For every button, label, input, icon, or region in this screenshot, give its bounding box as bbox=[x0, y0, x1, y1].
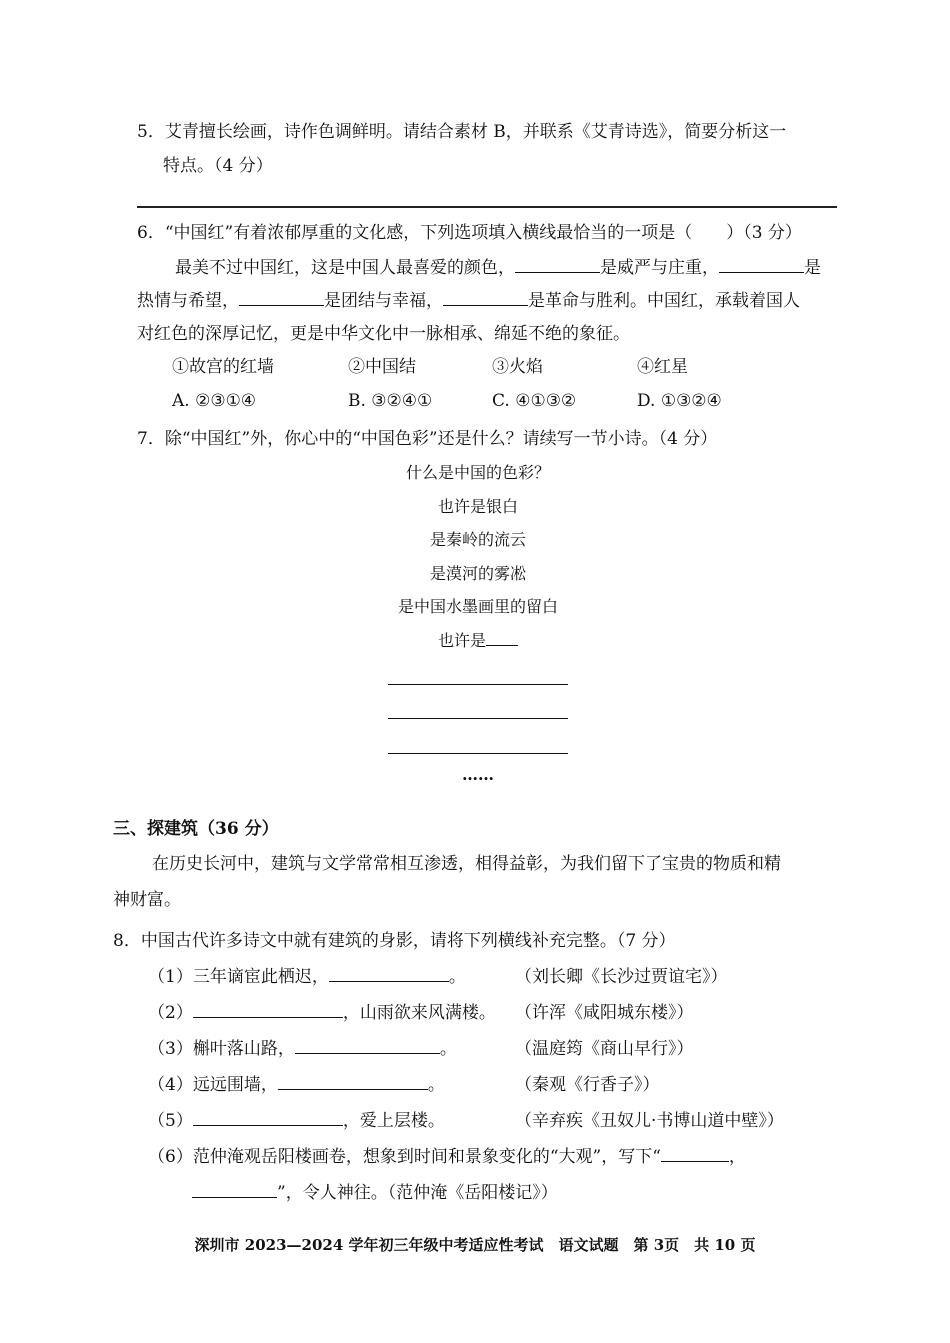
q6-passage-1 bbox=[175, 256, 821, 280]
q6-passage-3: 对红色的深厚记忆，更是中华文化中一脉相承、绵延不绝的象征。 bbox=[137, 324, 630, 344]
text: 。 bbox=[439, 1039, 457, 1059]
q6-item-4: ④红星 bbox=[637, 357, 688, 377]
answer-line[interactable] bbox=[388, 753, 568, 754]
blank bbox=[443, 289, 528, 306]
poem-line: 什么是中国的色彩？ bbox=[405, 463, 550, 482]
blank[interactable] bbox=[329, 965, 449, 982]
text: 。 bbox=[448, 967, 466, 987]
q8-item-5 bbox=[148, 1109, 445, 1133]
text: 是团结与幸福， bbox=[324, 291, 443, 311]
q6-choice-a[interactable]: A. ②③①④ bbox=[172, 391, 257, 411]
answer-line-q5[interactable] bbox=[137, 206, 837, 208]
num: （4） bbox=[148, 1075, 193, 1095]
q8-stem: 8．中国古代许多诗文中就有建筑的身影，请将下列横线补充完整。（7 分） bbox=[113, 931, 676, 951]
blank bbox=[719, 256, 804, 273]
num: （5） bbox=[148, 1111, 193, 1131]
blank[interactable] bbox=[193, 1109, 343, 1126]
text: 远远围墙， bbox=[192, 1075, 278, 1095]
blank[interactable] bbox=[486, 629, 518, 646]
poem-line: 也许是银白 bbox=[437, 497, 518, 516]
q8-source-2: （许浑《咸阳城东楼》） bbox=[515, 1003, 694, 1023]
q5-line1: 5．艾青擅长绘画，诗作色调鲜明。请结合素材 B，并联系《艾青诗选》，简要分析这一 bbox=[137, 122, 787, 142]
text: ，爱上层楼。 bbox=[342, 1111, 445, 1131]
section-intro-1: 在历史长河中，建筑与文学常常相互渗透，相得益彰，为我们留下了宝贵的物质和精 bbox=[152, 854, 781, 874]
blank bbox=[239, 289, 324, 306]
q6-item-3: ③火焰 bbox=[492, 357, 543, 377]
q8-item-1 bbox=[148, 965, 466, 989]
text: 是 bbox=[804, 258, 821, 278]
blank[interactable] bbox=[278, 1073, 428, 1090]
answer-line[interactable] bbox=[388, 684, 568, 685]
text: 是革命与胜利。中国红，承载着国人 bbox=[528, 291, 800, 311]
blank[interactable] bbox=[661, 1145, 729, 1162]
q8-source-1: （刘长卿《长沙过贾谊宅》） bbox=[515, 967, 728, 987]
poem-line: 是中国水墨画里的留白 bbox=[397, 597, 558, 616]
text: 热情与希望， bbox=[137, 291, 239, 311]
page-footer: 深圳市 2023—2024 学年初三年级中考适应性考试 语文试题 第 3页 共 10 页 bbox=[194, 1236, 756, 1254]
q6-choice-d[interactable]: D. ①③②④ bbox=[637, 391, 722, 411]
text: ， bbox=[728, 1147, 746, 1167]
text: 。 bbox=[427, 1075, 445, 1095]
q5-line2: 特点。（4 分） bbox=[163, 156, 273, 176]
q8-item-4 bbox=[148, 1073, 445, 1097]
text: ，山雨欲来风满楼。 bbox=[342, 1003, 496, 1023]
q8-source-3: （温庭筠《商山早行》） bbox=[515, 1039, 694, 1059]
text: ”，令人神往。（范仲淹《岳阳楼记》） bbox=[277, 1183, 558, 1203]
num: （1） bbox=[148, 967, 193, 987]
q8-source-4: （秦观《行香子》） bbox=[515, 1075, 660, 1095]
q8-item-6-line2 bbox=[192, 1181, 558, 1205]
blank[interactable] bbox=[192, 1181, 277, 1198]
q8-source-5: （辛弃疾《丑奴儿·书博山道中壁》） bbox=[515, 1111, 784, 1131]
q8-item-3 bbox=[148, 1037, 457, 1061]
blank[interactable] bbox=[193, 1001, 343, 1018]
text: （6）范仲淹观岳阳楼画卷，想象到时间和景象变化的“大观”，写下“ bbox=[148, 1147, 661, 1167]
ellipsis: …… bbox=[462, 765, 494, 784]
q6-stem: 6．“中国红”有着浓郁厚重的文化感，下列选项填入横线最恰当的一项是（ ）（3 分） bbox=[137, 223, 802, 243]
text: 最美不过中国红，这是中国人最喜爱的颜色， bbox=[175, 258, 515, 278]
num: （2） bbox=[148, 1003, 193, 1023]
text: 是威严与庄重， bbox=[600, 258, 719, 278]
q6-passage-2 bbox=[137, 289, 800, 313]
poem-line: 是秦岭的流云 bbox=[429, 530, 526, 549]
answer-line[interactable] bbox=[388, 718, 568, 719]
q6-item-1: ①故宫的红墙 bbox=[172, 357, 274, 377]
poem-line-last bbox=[0, 629, 950, 653]
text: 槲叶落山路， bbox=[192, 1039, 295, 1059]
blank[interactable] bbox=[295, 1037, 440, 1054]
q8-item-6-line1 bbox=[148, 1145, 746, 1169]
q8-item-2 bbox=[148, 1001, 496, 1025]
num: （3） bbox=[148, 1039, 193, 1059]
poem-line: 是漠河的雾凇 bbox=[429, 564, 526, 583]
q6-choice-b[interactable]: B. ③②④① bbox=[348, 391, 433, 411]
section-intro-2: 神财富。 bbox=[113, 890, 181, 910]
q6-choice-c[interactable]: C. ④①③② bbox=[492, 391, 577, 411]
section-title: 三、探建筑（36 分） bbox=[113, 819, 279, 839]
q7-stem: 7．除“中国红”外，你心中的“中国色彩”还是什么？请续写一节小诗。（4 分） bbox=[137, 429, 718, 449]
q6-item-2: ②中国结 bbox=[348, 357, 416, 377]
blank bbox=[515, 256, 600, 273]
text: 也许是 bbox=[437, 631, 486, 650]
text: 三年谪宦此栖迟， bbox=[192, 967, 329, 987]
